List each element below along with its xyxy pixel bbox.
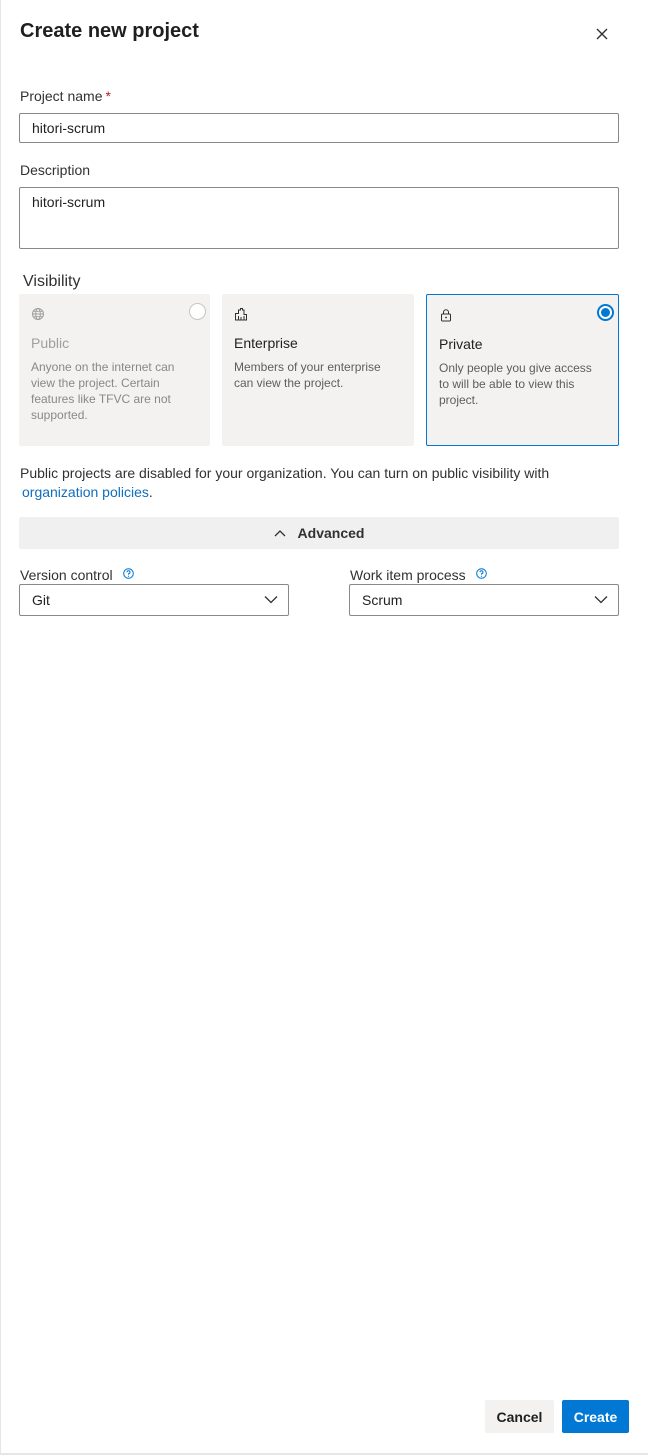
public-disabled-notice: [20, 464, 620, 502]
version-control-label: [20, 567, 134, 583]
project-name-label-text: Project name: [20, 88, 103, 104]
required-marker: *: [105, 88, 111, 104]
enterprise-description: Members of your enterprise can view the project.: [234, 360, 381, 390]
enterprise-title: Enterprise: [234, 335, 298, 351]
chevron-down-icon: [594, 595, 608, 604]
description-label: Description: [20, 162, 91, 178]
version-control-dropdown[interactable]: [19, 584, 289, 616]
organization-policies-link[interactable]: organization policies: [22, 484, 149, 500]
close-button[interactable]: [591, 23, 613, 45]
enterprise-building-icon: [234, 307, 248, 321]
cancel-button[interactable]: Cancel: [485, 1400, 554, 1433]
visibility-label: Visibility: [23, 273, 81, 290]
help-icon[interactable]: [123, 568, 134, 579]
project-name-label: [20, 88, 111, 104]
advanced-label: Advanced: [297, 525, 365, 541]
version-control-label-text: Version control: [20, 567, 113, 583]
work-item-process-label: [350, 567, 487, 583]
dialog-title: Create new project: [20, 20, 199, 42]
private-title: Private: [439, 336, 483, 352]
work-item-process-label-text: Work item process: [350, 567, 466, 583]
close-icon: [591, 23, 613, 45]
description-textarea[interactable]: hitori-scrum: [19, 187, 619, 249]
visibility-option-public: [19, 294, 210, 446]
version-control-value: Git: [32, 592, 50, 608]
visibility-option-enterprise[interactable]: [222, 294, 414, 446]
work-item-process-dropdown[interactable]: [349, 584, 619, 616]
work-item-process-value: Scrum: [362, 592, 403, 608]
chevron-down-icon: [264, 595, 278, 604]
public-radio: [189, 303, 206, 320]
project-name-input[interactable]: hitori-scrum: [19, 113, 619, 143]
help-icon[interactable]: [476, 568, 487, 579]
notice-text: Public projects are disabled for your organization. You can turn on public visibility with: [20, 465, 550, 481]
chevron-up-icon: [274, 529, 286, 537]
private-description: Only people you give access to will be able to view this project.: [439, 361, 592, 407]
public-description: Anyone on the internet can view the project. Certain features like TFVC are not supported.: [31, 360, 175, 422]
public-title: Public: [31, 335, 70, 351]
create-button[interactable]: Create: [562, 1400, 629, 1433]
lock-icon: [439, 308, 453, 322]
visibility-option-private[interactable]: [426, 294, 619, 446]
advanced-toggle[interactable]: [19, 517, 619, 549]
private-radio[interactable]: [597, 304, 614, 321]
globe-icon: [31, 307, 45, 321]
notice-period: .: [148, 484, 153, 500]
